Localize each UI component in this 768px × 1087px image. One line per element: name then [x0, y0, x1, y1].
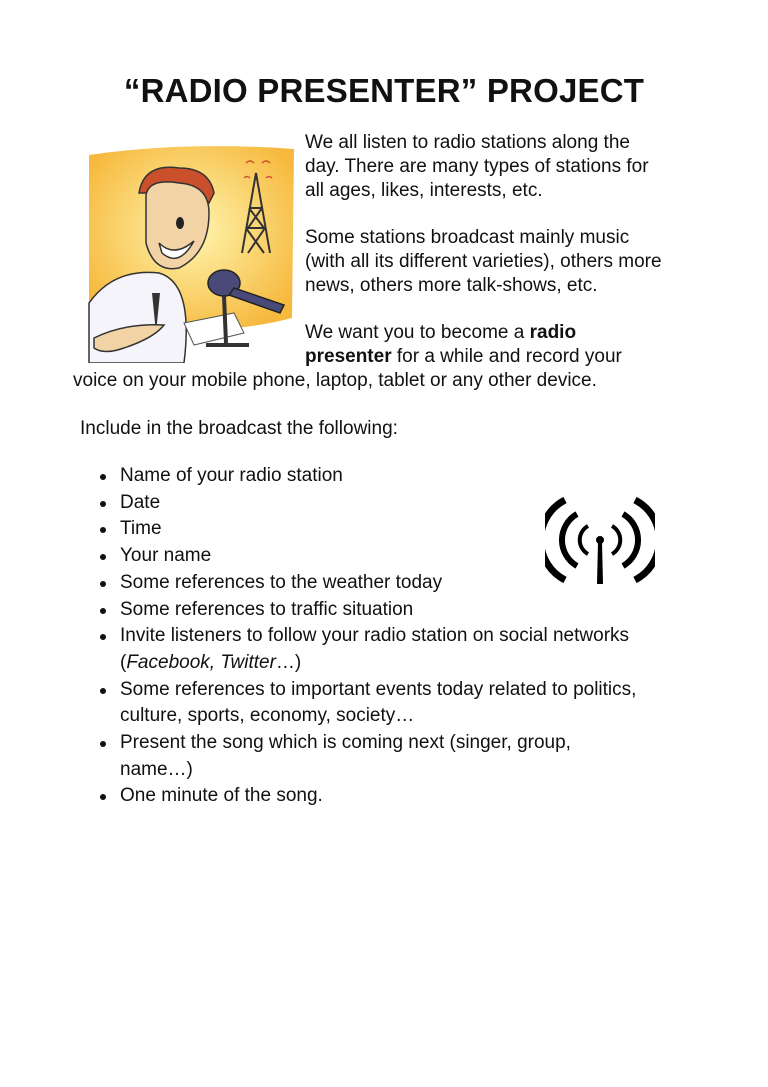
intro-p3-line: [305, 345, 622, 369]
list-item-continuation: culture, sports, economy, society…: [120, 705, 415, 727]
page-title: “RADIO PRESENTER” PROJECT: [123, 72, 645, 109]
intro-p3-bold: presenter: [305, 346, 392, 367]
list-item: [0, 543, 636, 570]
bullet-icon: [100, 554, 106, 560]
list-item: [0, 597, 636, 624]
list-item-text: Invite listeners to follow your radio station on social networks: [120, 625, 630, 647]
intro-p3-bold: radio: [529, 322, 577, 343]
bullet-icon: [100, 527, 106, 533]
list-item-text: Your name: [120, 545, 212, 567]
bullet-icon: [100, 741, 106, 747]
bullet-icon: [100, 794, 106, 800]
intro-p1-line: We all listen to radio stations along the: [305, 132, 630, 153]
bullet-icon: [100, 688, 106, 694]
list-item: [0, 570, 636, 597]
include-heading: Include in the broadcast the following:: [80, 418, 398, 439]
list-item-text: One minute of the song.: [120, 785, 323, 807]
radio-presenter-illustration: [84, 133, 296, 363]
paren: …): [275, 651, 302, 673]
list-item-text: Some references to traffic situation: [120, 598, 414, 620]
list-item-text: Present the song which is coming next (singer, group,: [120, 732, 571, 754]
list-item-text: Time: [120, 518, 162, 540]
list-item: [0, 463, 636, 490]
social-networks-examples: Facebook, Twitter: [126, 651, 276, 673]
list-item: [0, 783, 636, 810]
intro-p3-line: voice on your mobile phone, laptop, tablet or any other device.: [73, 370, 597, 391]
bullet-icon: [100, 634, 106, 640]
intro-p3-line: [305, 321, 576, 345]
paren: (: [120, 651, 127, 673]
intro-p2-line: news, others more talk-shows, etc.: [305, 275, 598, 296]
bullet-icon: [100, 474, 106, 480]
list-item-text: Date: [120, 491, 161, 513]
bullet-icon: [100, 581, 106, 587]
intro-p3-text: We want you to become a: [305, 322, 530, 343]
list-item-text: Some references to the weather today: [120, 571, 443, 593]
intro-p1-line: day. There are many types of stations for: [305, 156, 649, 177]
broadcast-checklist: [0, 463, 636, 810]
list-item: [0, 516, 636, 543]
intro-p1-line: all ages, likes, interests, etc.: [305, 180, 543, 201]
intro-p2-line: Some stations broadcast mainly music: [305, 227, 630, 248]
intro-p2-line: (with all its different varieties), others more: [305, 251, 662, 272]
bullet-icon: [100, 608, 106, 614]
list-item-text: Name of your radio station: [120, 465, 343, 486]
list-item-continuation: [0, 650, 636, 677]
list-item: [0, 730, 636, 757]
list-item-text: Some references to important events today related to politics,: [120, 678, 637, 700]
bullet-icon: [100, 501, 106, 507]
list-item-continuation: name…): [120, 758, 193, 780]
intro-p3-text: for a while and record your: [391, 346, 622, 367]
broadcast-antenna-icon: [545, 490, 655, 590]
list-item: [0, 677, 636, 704]
list-item: [0, 490, 636, 517]
list-item: [0, 623, 636, 650]
